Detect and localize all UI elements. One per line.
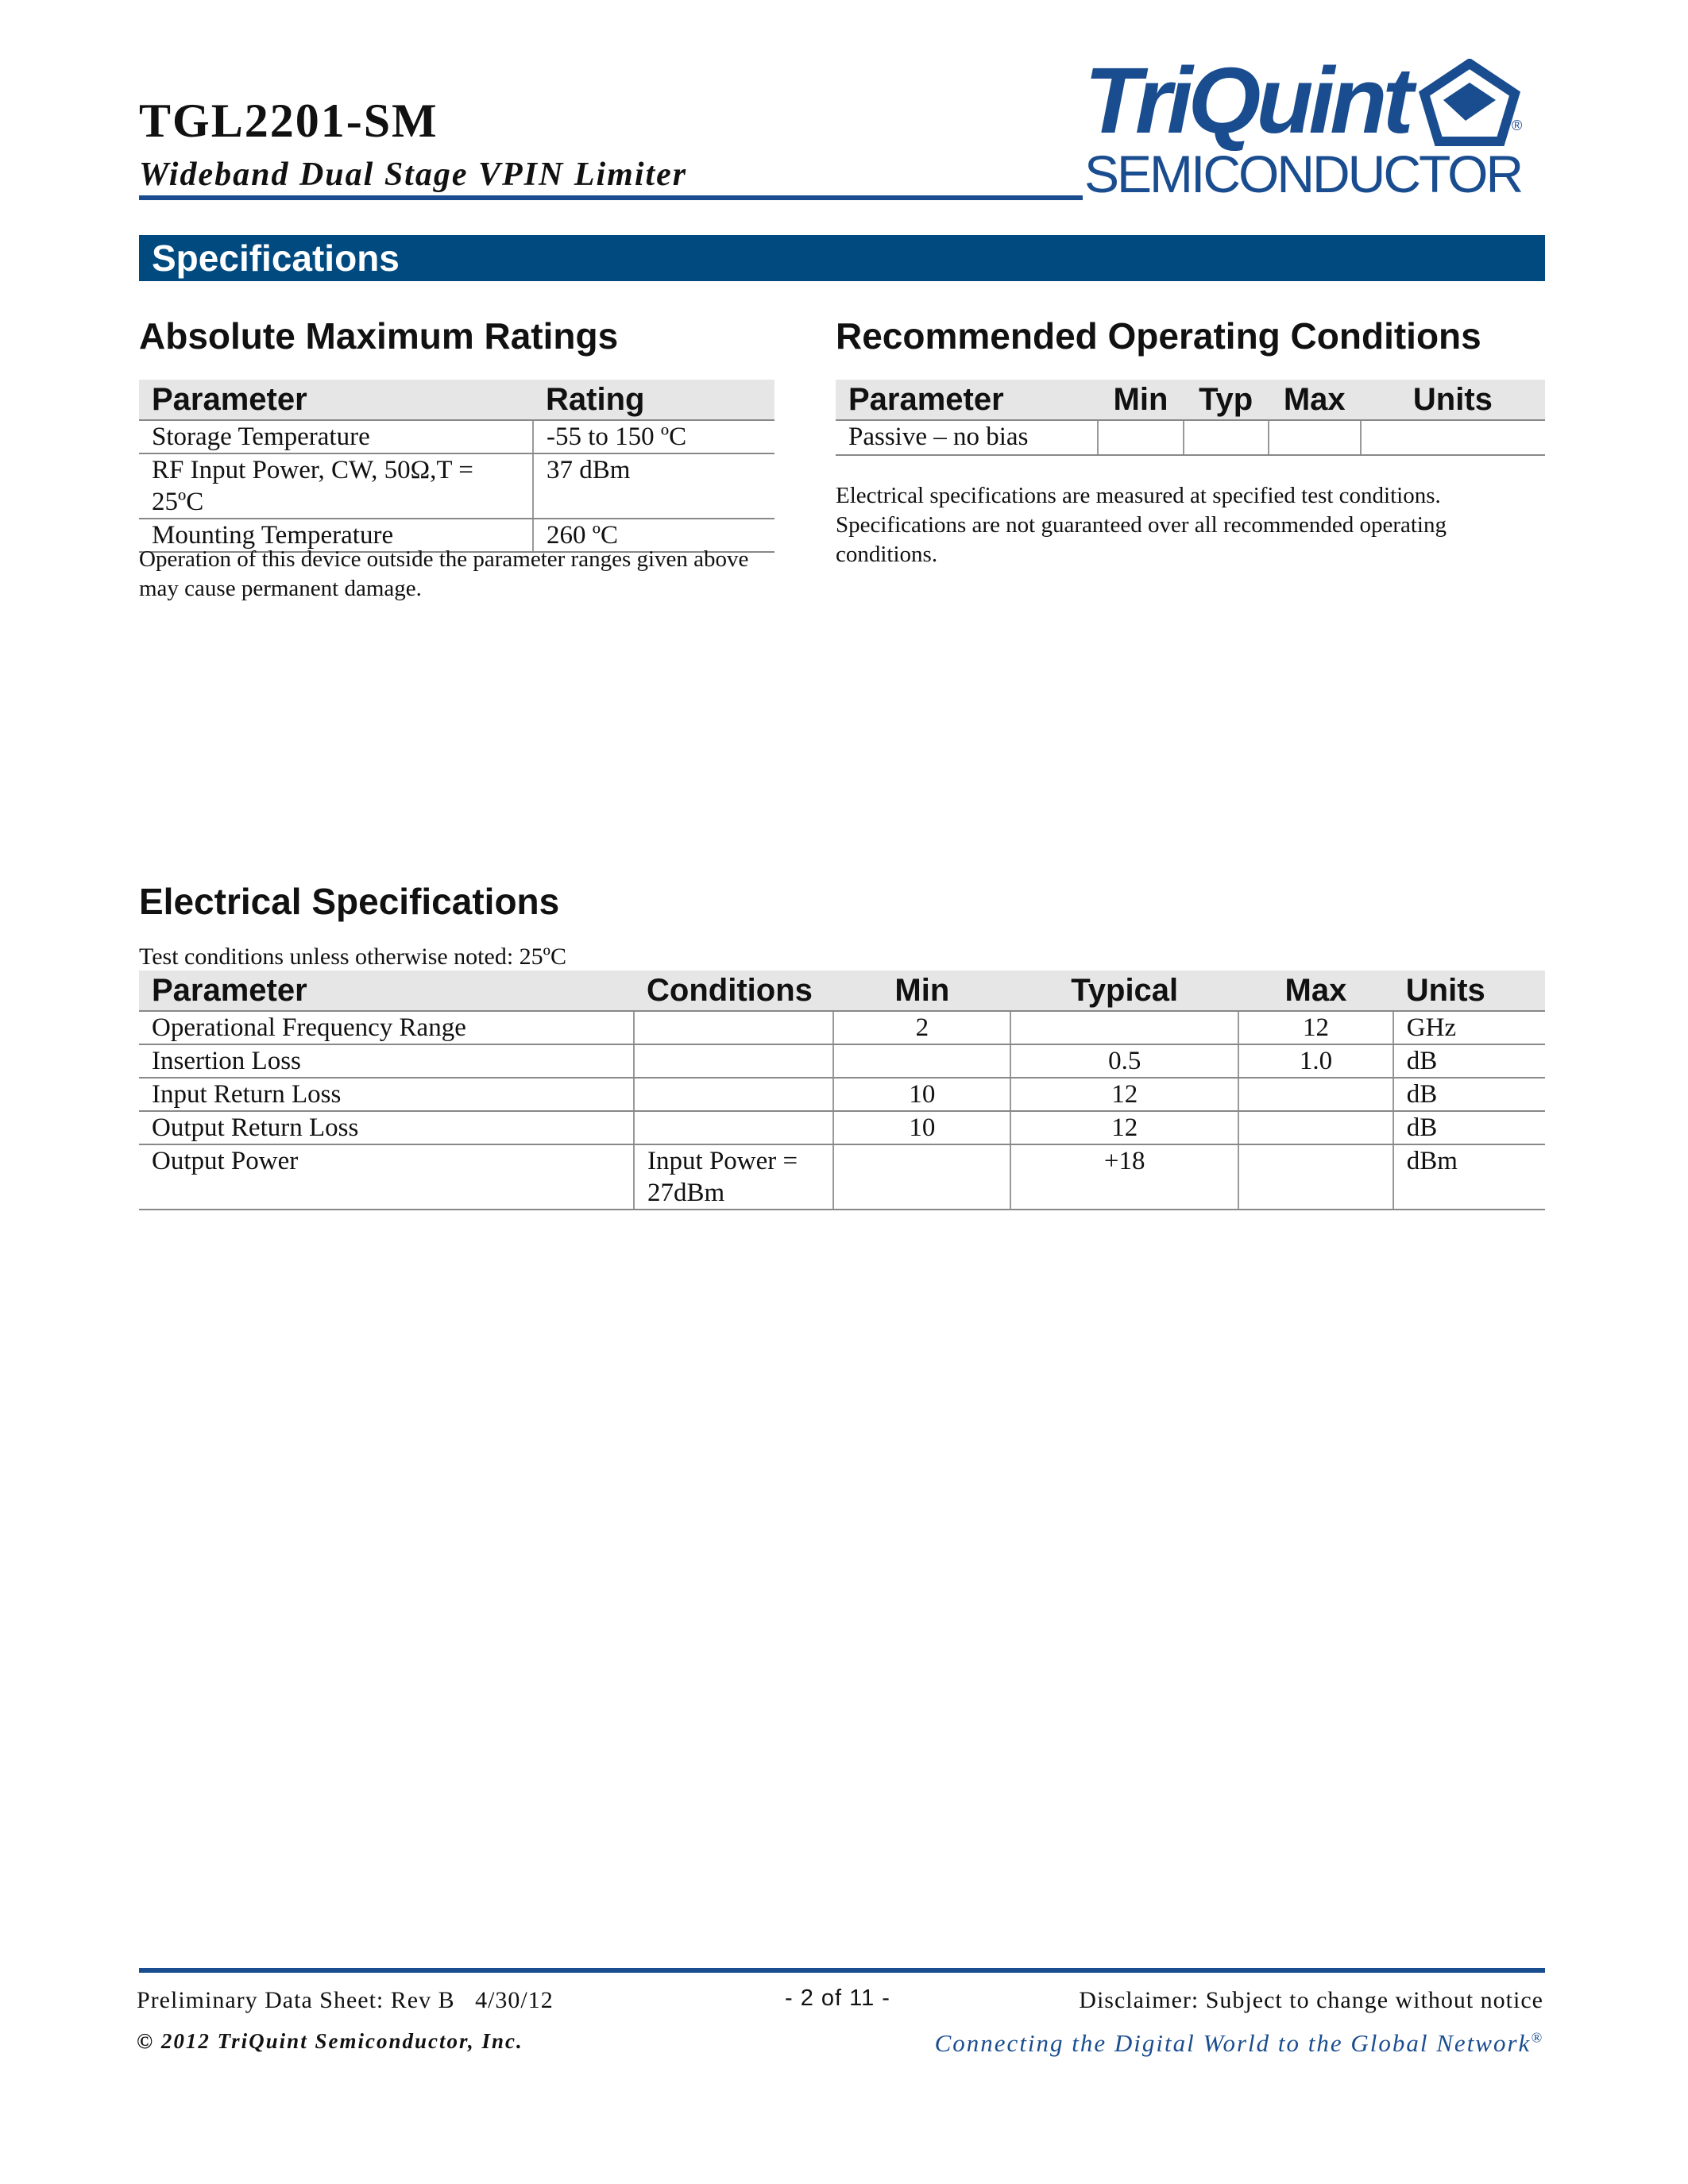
table-row: [139, 1111, 1545, 1144]
footer-rule: [139, 1968, 1545, 1973]
table-cell: -55 to 150 ºC: [533, 420, 774, 453]
electrical-specs-table: [139, 970, 1545, 1210]
table-row: [139, 1044, 1545, 1078]
table-cell: dBm: [1393, 1144, 1545, 1210]
recommended-conditions-heading: Recommended Operating Conditions: [836, 315, 1481, 357]
footer-tagline: [935, 2029, 1543, 2058]
table-cell: 37 dBm: [533, 453, 774, 519]
column-header: Min: [1098, 380, 1183, 420]
table-cell: [634, 1011, 833, 1044]
table-cell: GHz: [1393, 1011, 1545, 1044]
column-header: Parameter: [139, 970, 634, 1011]
footer-page-number: - 2 of 11 -: [785, 1985, 890, 2011]
registered-mark: ®: [1512, 118, 1523, 133]
column-header: Max: [1269, 380, 1361, 420]
tagline-text: Connecting the Digital World to the Global Network: [934, 2029, 1532, 2057]
absolute-max-heading: Absolute Maximum Ratings: [139, 315, 619, 357]
table-cell: Output Return Loss: [139, 1111, 634, 1144]
document-title: TGL2201-SM: [139, 95, 438, 147]
table-cell: Storage Temperature: [139, 420, 533, 453]
column-header: Min: [833, 970, 1010, 1011]
column-header: Rating: [533, 380, 774, 420]
table-row: [139, 1078, 1545, 1111]
table-cell: [1238, 1144, 1393, 1210]
table-cell: Input Return Loss: [139, 1078, 634, 1111]
absolute-max-note: Operation of this device outside the parameter ranges given above may cause permanent damage.: [139, 546, 749, 601]
table-cell: RF Input Power, CW, 50Ω,T = 25ºC: [139, 453, 533, 519]
logo-name: TriQuint: [1084, 48, 1409, 153]
table-row: [139, 420, 774, 453]
tagline-registered-mark: ®: [1531, 2029, 1543, 2046]
column-header: Conditions: [634, 970, 833, 1011]
table-cell: [634, 1078, 833, 1111]
table-cell: [634, 1111, 833, 1144]
column-header: Units: [1393, 970, 1545, 1011]
table-row: [139, 1144, 1545, 1210]
table-cell: dB: [1393, 1078, 1545, 1111]
column-header: Parameter: [836, 380, 1098, 420]
header-rule: [139, 195, 1083, 200]
table-cell: [1010, 1011, 1238, 1044]
table-header-row: [139, 380, 774, 420]
table-cell: 12: [1010, 1078, 1238, 1111]
section-title-bar: Specifications: [139, 235, 1545, 281]
column-header: Max: [1238, 970, 1393, 1011]
table-row: [139, 1011, 1545, 1044]
table-cell: 1.0: [1238, 1044, 1393, 1078]
table-cell: Passive – no bias: [836, 420, 1098, 455]
footer-disclaimer: Disclaimer: Subject to change without notice: [1079, 1987, 1543, 2013]
company-logo: [1076, 48, 1537, 205]
table-cell: Insertion Loss: [139, 1044, 634, 1078]
table-cell: Operational Frequency Range: [139, 1011, 634, 1044]
recommended-conditions-table: [836, 380, 1545, 456]
table-cell: Output Power: [139, 1144, 634, 1210]
test-conditions-note: Test conditions unless otherwise noted: 25ºC: [139, 943, 566, 970]
table-cell: [634, 1044, 833, 1078]
table-cell: [1184, 420, 1269, 455]
document-subtitle: Wideband Dual Stage VPIN Limiter: [139, 156, 688, 193]
table-cell: 10: [833, 1078, 1010, 1111]
column-header: Typical: [1010, 970, 1238, 1011]
table-cell: dB: [1393, 1111, 1545, 1144]
table-cell: 260 ºC: [533, 519, 774, 552]
table-cell: [1361, 420, 1545, 455]
table-header-row: [139, 970, 1545, 1011]
footer-copyright: © 2012 TriQuint Semiconductor, Inc.: [137, 2029, 523, 2053]
table-cell: Mounting Temperature: [139, 519, 533, 552]
logo-subtitle: SEMICONDUCTOR: [1084, 145, 1522, 203]
table-cell: [1238, 1078, 1393, 1111]
absolute-max-table: [139, 380, 774, 553]
table-header-row: [836, 380, 1545, 420]
table-cell: Input Power = 27dBm: [634, 1144, 833, 1210]
table-cell: [833, 1144, 1010, 1210]
table-cell: dB: [1393, 1044, 1545, 1078]
table-cell: +18: [1010, 1144, 1238, 1210]
pentagon-logo-icon: [1418, 59, 1521, 146]
table-cell: 0.5: [1010, 1044, 1238, 1078]
table-cell: 2: [833, 1011, 1010, 1044]
electrical-specs-heading: Electrical Specifications: [139, 881, 560, 922]
table-cell: [833, 1044, 1010, 1078]
table-cell: 10: [833, 1111, 1010, 1144]
table-cell: 12: [1238, 1011, 1393, 1044]
column-header: Units: [1361, 380, 1545, 420]
table-cell: [1238, 1111, 1393, 1144]
recommended-conditions-note: Electrical specifications are measured at specified test conditions. Specifications are not guaranteed over all recommended operating conditions.: [836, 483, 1447, 567]
column-header: Parameter: [139, 380, 533, 420]
table-cell: 12: [1010, 1111, 1238, 1144]
table-row: [836, 420, 1545, 455]
column-header: Typ: [1184, 380, 1269, 420]
footer-datasheet-rev: Preliminary Data Sheet: Rev B 4/30/12: [137, 1987, 554, 2013]
table-cell: [1269, 420, 1361, 455]
table-cell: [1098, 420, 1183, 455]
table-row: [139, 453, 774, 519]
